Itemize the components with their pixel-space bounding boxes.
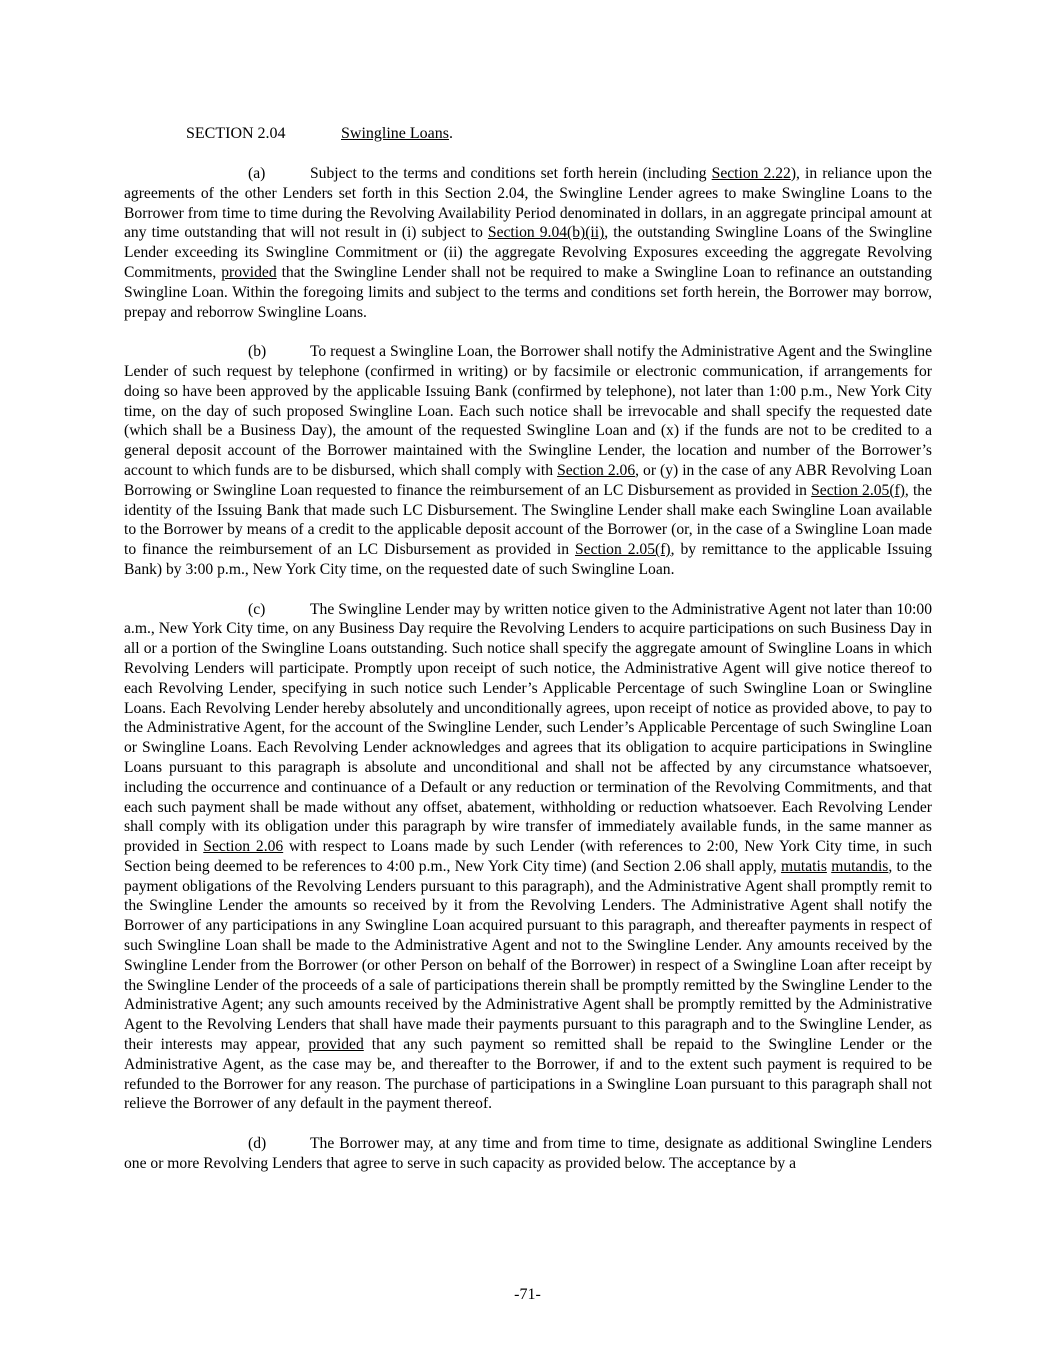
paragraph-label: (b) bbox=[248, 343, 267, 361]
provided-term: provided bbox=[308, 1036, 364, 1054]
text-run: , or (y) in the case of any ABR Revolving Loan Borrowing or Swingline Loan requested to finance the reimbursement of an LC Disbursement as provided in bbox=[124, 461, 932, 499]
text-run: that any such payment so remitted shall be repaid to the Swingline Lender or the Administrative Agent, as the case may be, and thereafter to the Borrower, if and to the extent such payment is required to be refunded to the Borrower for any reason. The purchase of participations in a Swingline Loan pursuant to this paragraph shall not relieve the Borrower of any default in the payment thereof. bbox=[124, 1036, 932, 1113]
section-reference: Section 2.06 bbox=[203, 838, 284, 856]
latin-term: mutandis bbox=[831, 857, 889, 875]
paragraph-b bbox=[124, 342, 932, 580]
paragraph-label: (a) bbox=[248, 165, 266, 182]
text-run: that the Swingline Lender shall not be required to make a Swingline Loan to refinance an outstanding Swingline Loan. Within the foregoing limits and subject to the terms and conditions set forth herein, the Borrower may borrow, prepay and reborrow Swingline Loans. bbox=[124, 263, 932, 321]
text-run: To request a Swingline Loan, the Borrower shall notify the Administrative Agent and the Swingline Lender of such request by telephone (confirmed in writing) or by facsimile or electronic communication, if arrangements for doing so have been approved by the applicable Issuing Bank (confirmed by telephone), not later than 1:00 p.m., New York City time, on the day of such proposed Swingline Loan. Each such notice shall be irrevocable and shall specify the requested date (which shall be a Business Day), the amount of the requested Swingline Loan and (x) if the funds are not to be credited to a general deposit account of the Borrower maintained with the Swingline Lender, the location and number of the Borrower’s account to which funds are to be disbursed, which shall comply with bbox=[124, 343, 932, 479]
provided-term: provided bbox=[221, 263, 277, 281]
section-title: Swingline Loans bbox=[341, 125, 449, 142]
text-run: ), in reliance upon the agreements of the other Lenders set forth in this Section 2.04, the Swingline Lender agrees to make Swingline Loans to the Borrower from time to time during the Revolving Availability Period denominated in dollars, in an aggregate principal amount at any time outstanding that will not result in (i) subject to bbox=[124, 165, 932, 242]
paragraph-d bbox=[124, 1134, 932, 1174]
text-run: The Borrower may, at any time and from time to time, designate as additional Swingline Lenders one or more Revolving Lenders that agree to serve in such capacity as provided below. The acceptance by a bbox=[124, 1135, 932, 1172]
section-reference: Section 9.04(b)(ii) bbox=[487, 224, 605, 242]
section-title-suffix: . bbox=[449, 125, 453, 142]
section-number: SECTION 2.04 bbox=[186, 125, 286, 142]
text-run: with respect to Loans made by such Lender (with references to 2:00, New York City time, in such Section being deemed to be references to 4:00 p.m., New York City time) (and Section 2.06 shall apply, bbox=[124, 838, 932, 875]
page-number: -71- bbox=[514, 1286, 541, 1303]
text-run: , the outstanding Swingline Loans of the Swingline Lender exceeding its Swingline Commitment or (ii) the aggregate Revolving Exposures exceeding the aggregate Revolving Commitments, bbox=[124, 224, 932, 281]
section-reference: Section 2.06 bbox=[557, 461, 636, 479]
text-run: , by remittance to the applicable Issuing Bank) by 3:00 p.m., New York City time, on the requested date of such Swingline Loan. bbox=[124, 541, 932, 578]
paragraph-label: (d) bbox=[248, 1135, 267, 1153]
paragraph-label: (c) bbox=[248, 600, 266, 618]
section-reference: Section 2.05(f) bbox=[575, 541, 671, 559]
paragraph-c bbox=[124, 600, 932, 1115]
text-run: Subject to the terms and conditions set forth herein (including bbox=[310, 165, 712, 182]
latin-term: mutatis bbox=[780, 857, 827, 875]
section-body bbox=[124, 164, 932, 1193]
text-run: , the identity of the Issuing Bank that made such LC Disbursement. The Swingline Lender shall make each Swingline Loan available to the Borrower by means of a credit to the applicable deposit account of the Borrower (or, in the case of a Swingline Loan made to finance the reimbursement of an LC Disbursement as provided in bbox=[124, 481, 932, 559]
section-reference: Section 2.22 bbox=[711, 165, 791, 182]
section-reference: Section 2.05(f) bbox=[811, 481, 905, 499]
text-run: The Swingline Lender may by written notice given to the Administrative Agent not later than 10:00 a.m., New York City time, on any Business Day require the Revolving Lenders to acquire participations on such Business Day in all or a portion of the Swingline Loans outstanding. Such notice shall specify the aggregate amount of Swingline Loans in which Revolving Lenders will participate. Promptly upon receipt of such notice, the Administrative Agent will give notice thereof to each Revolving Lender, specifying in such notice such Lender’s Applicable Percentage of such Swingline Loan or Swingline Loans. Each Revolving Lender hereby absolutely and unconditionally agrees, upon receipt of notice as provided above, to pay to the Administrative Agent, for the account of the Swingline Lender, such Lender’s Applicable Percentage of such Swingline Loan or Swingline Loans. Each Revolving Lender acknowledges and agrees that its obligation to acquire participations in Swingline Loans pursuant to this paragraph is absolute and unconditional and shall not be affected by any circumstance whatsoever, including the occurrence and continuance of a Default or any reduction or termination of the Revolving Commitments, and that each such payment shall be made without any offset, abatement, withholding or reduction whatsoever. Each Revolving Lender shall comply with its obligation under this paragraph by wire transfer of immediately available funds, in the same manner as provided in bbox=[124, 600, 932, 856]
section-heading bbox=[186, 124, 453, 144]
text-run: , to the payment obligations of the Revolving Lenders pursuant to this paragraph), and the Administrative Agent shall promptly remit to the Swingline Lender the amounts so received by it from the Revolving Lenders. The Administrative Agent shall notify the Borrower of any participations in any Swingline Loan acquired pursuant to this paragraph, and thereafter payments in respect of such Swingline Loan shall be made to the Administrative Agent and not to the Swingline Lender. Any amounts received by the Swingline Lender from the Borrower (or other Person on behalf of the Borrower) in respect of a Swingline Loan after receipt by the Swingline Lender of the proceeds of a sale of participations therein shall be promptly remitted by the Swingline Lender to the Administrative Agent; any such amounts received by the Administrative Agent shall be promptly remitted by the Administrative Agent to the Revolving Lenders that shall have made their payments pursuant to this paragraph and to the Swingline Lender, as their interests may appear, bbox=[124, 857, 932, 1054]
paragraph-a bbox=[124, 164, 932, 322]
